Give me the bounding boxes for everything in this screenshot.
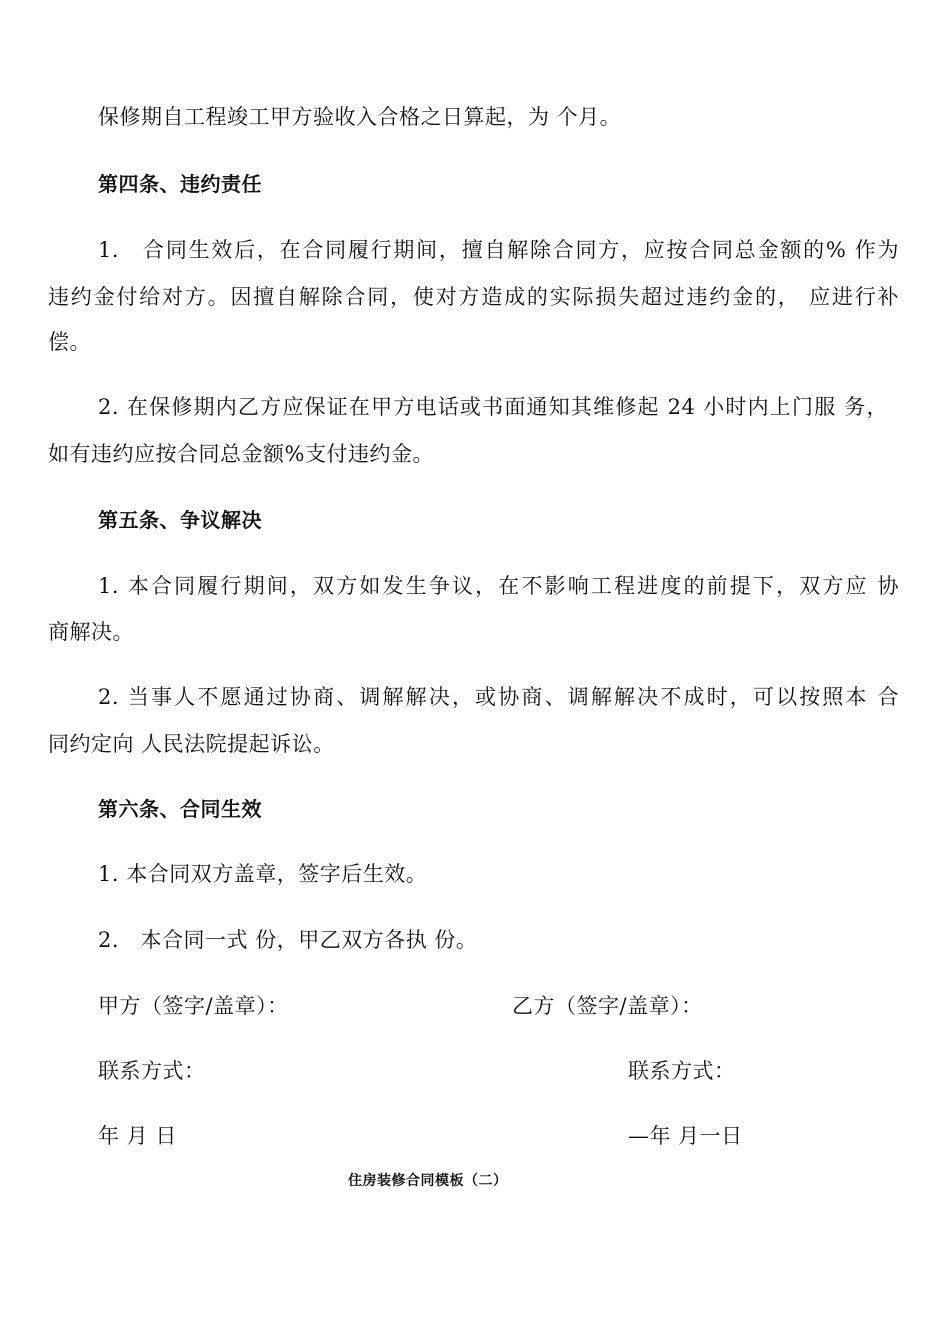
article-6-clause-1: 1. 本合同双方盖章，签字后生效。 — [98, 862, 428, 886]
article-4-clause-1-line-3: 偿。 — [48, 330, 91, 354]
article-6-clause-2: 2. 本合同一式 份，甲乙双方各执 份。 — [98, 928, 478, 952]
footer-document-title: 住房装修合同模板（二） — [348, 1173, 508, 1189]
article-5-clause-1-line-2: 商解决。 — [48, 620, 134, 644]
article-5-heading: 第五条、争议解决 — [98, 508, 262, 532]
article-4-clause-2-line-1: 2. 在保修期内乙方应保证在甲方电话或书面通知其维修起 24 小时内上门服 务， — [98, 395, 888, 419]
party-a-contact-label: 联系方式： — [98, 1059, 206, 1083]
party-b-signature-label: 乙方（签字/盖章）： — [512, 994, 703, 1018]
warranty-period-text: 保修期自工程竣工甲方验收入合格之日算起，为 个月。 — [98, 105, 622, 129]
party-a-signature-label: 甲方（签字/盖章）： — [98, 994, 289, 1018]
article-5-clause-1-line-1: 1. 本合同履行期间，双方如发生争议，在不影响工程进度的前提下，双方应 协 — [98, 574, 899, 598]
article-6-heading: 第六条、合同生效 — [98, 797, 262, 821]
article-4-heading: 第四条、违约责任 — [98, 172, 262, 196]
article-4-clause-2-line-2: 如有违约应按合同总金额%支付违约金。 — [48, 442, 434, 466]
party-b-contact-label: 联系方式： — [628, 1059, 736, 1083]
article-5-clause-2-line-2: 同约定向 人民法院提起诉讼。 — [48, 732, 335, 756]
party-b-date: —年 月一日 — [628, 1124, 743, 1148]
article-4-clause-1-line-1: 1. 合同生效后，在合同履行期间，擅自解除合同方，应按合同总金额的% 作为 — [98, 238, 899, 262]
article-5-clause-2-line-1: 2. 当事人不愿通过协商、调解解决，或协商、调解解决不成时，可以按照本 合 — [98, 685, 899, 709]
party-a-date: 年 月 日 — [98, 1124, 177, 1148]
article-4-clause-1-line-2: 违约金付给对方。因擅自解除合同，使对方造成的实际损失超过违约金的， 应进行补 — [48, 285, 899, 309]
